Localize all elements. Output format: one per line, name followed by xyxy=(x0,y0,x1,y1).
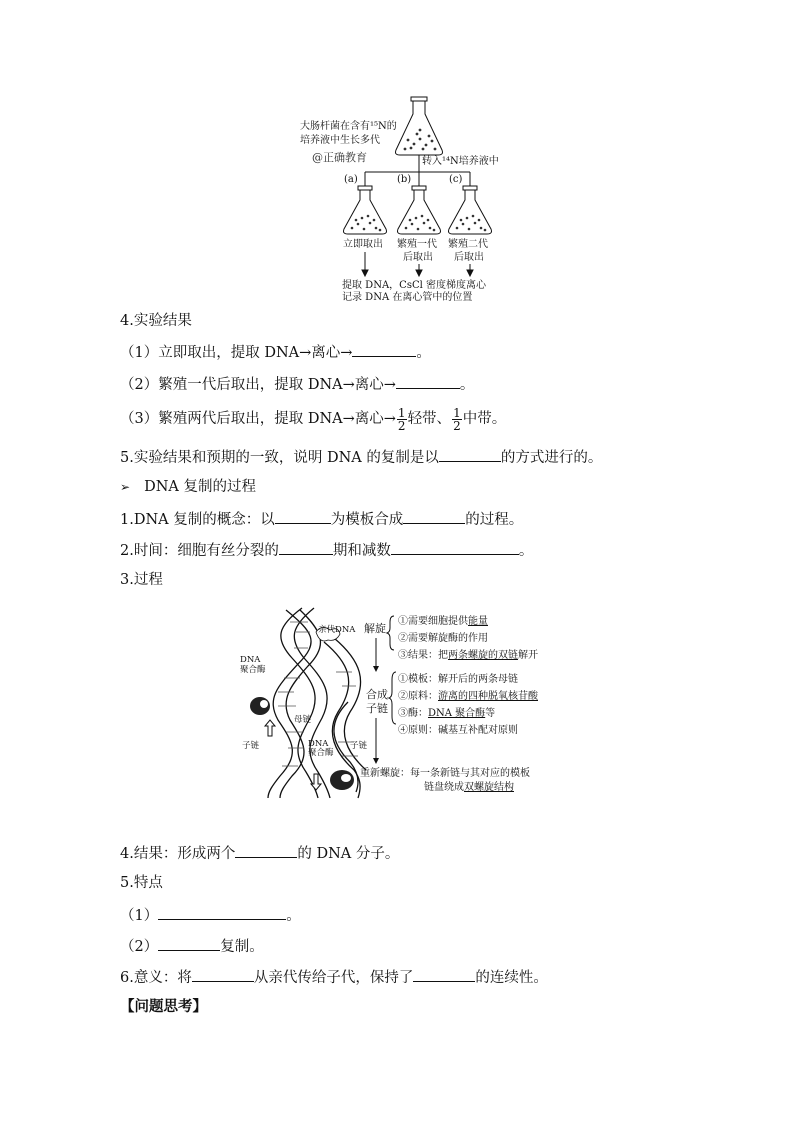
answer-blank[interactable] xyxy=(413,966,475,982)
dna-poly-label-4: 聚合酶 xyxy=(308,748,334,758)
unwind-2: ②需要解旋酶的作用 xyxy=(398,633,488,644)
synth-2: ②原料：游离的四种脱氧核苷酸 xyxy=(398,691,538,702)
up-arrow-icon xyxy=(265,720,275,736)
unwind-label: 解旋 xyxy=(364,622,386,635)
unwind-3: ③结果：把两条螺旋的双链解开 xyxy=(398,650,538,661)
dna-helix xyxy=(268,608,366,798)
flask-a-label: (a) xyxy=(344,174,358,185)
result-4 xyxy=(120,842,399,864)
synth-3: ③酶：DNA 聚合酶等 xyxy=(398,708,496,719)
result-1-end: 。 xyxy=(416,345,431,361)
item-2-end: 。 xyxy=(518,543,534,559)
flask-c-label: (c) xyxy=(449,174,463,185)
result-2-text: （2）繁殖一代后取出，提取 DNA→离心→ xyxy=(120,377,396,393)
answer-blank[interactable] xyxy=(403,508,465,524)
result-3-mid: 轻带、 xyxy=(407,411,452,427)
feature-2-end: 复制。 xyxy=(220,939,264,955)
answer-blank[interactable] xyxy=(158,904,286,920)
result-4-pre: 4.结果：形成两个 xyxy=(120,846,236,862)
dna-poly-label-2: 聚合酶 xyxy=(240,665,266,675)
item-1-mid: 为模板合成 xyxy=(330,512,404,528)
item-1 xyxy=(120,508,523,530)
feature-1-end: 。 xyxy=(286,908,301,924)
answer-blank[interactable] xyxy=(439,446,501,462)
result-3-end: 中带。 xyxy=(462,411,507,427)
section5-line xyxy=(120,446,602,468)
flask-c-caption2: 后取出 xyxy=(454,252,484,263)
fig1-transfer: 转入¹⁴N培养液中 xyxy=(422,156,499,167)
item-2-pre: 2.时间：细胞有丝分裂的 xyxy=(120,543,279,559)
section5-post: 的方式进行的。 xyxy=(500,450,603,466)
fig1-bottom1: 提取 DNA，CsCl 密度梯度离心 xyxy=(342,280,486,291)
fraction-half: $\frac{1}{2}$ xyxy=(397,405,406,433)
main-flask xyxy=(396,97,443,155)
result-3-text: （3）繁殖两代后取出，提取 DNA→离心→ xyxy=(120,411,396,427)
result-line-2 xyxy=(120,373,474,395)
synth-1: ①模板：解开后的两条母链 xyxy=(398,674,518,685)
answer-blank[interactable] xyxy=(192,966,254,982)
brace-1 xyxy=(387,616,394,650)
result-2-end: 。 xyxy=(459,377,475,393)
child-strand-label: 子链 xyxy=(242,741,260,751)
fig1-label-left: 大肠杆菌在含有¹⁵N的 xyxy=(300,121,397,132)
significance-end: 的连续性。 xyxy=(475,970,548,986)
flask-b-caption2: 后取出 xyxy=(403,252,433,263)
dna-poly-label-3: DNA xyxy=(308,739,329,749)
process-heading xyxy=(120,477,256,497)
flask-b-label: (b) xyxy=(397,174,412,185)
feature-1-label: （1） xyxy=(120,908,159,924)
rewind-1: 重新螺旋：每一条新链与其对应的模板 xyxy=(360,768,530,779)
item-2-mid: 期和减数 xyxy=(332,543,391,559)
brace-2 xyxy=(389,672,396,724)
feature-2 xyxy=(120,935,264,957)
answer-blank[interactable] xyxy=(158,935,220,951)
flask-c-caption1: 繁殖二代 xyxy=(448,239,488,250)
watermark: @正确教育 xyxy=(312,151,367,164)
synth-4: ④原则：碱基互补配对原则 xyxy=(398,725,518,736)
rewind-2: 链盘绕成双螺旋结构 xyxy=(424,782,514,793)
answer-blank[interactable] xyxy=(279,539,333,555)
unwind-1: ①需要细胞提供能量 xyxy=(398,616,488,627)
result-4-end: 的 DNA 分子。 xyxy=(297,846,400,862)
parent-dna-label: 亲代DNA xyxy=(318,625,356,635)
result-1-text: （1）立即取出，提取 DNA→离心→ xyxy=(120,345,353,361)
replication-figure xyxy=(238,602,558,800)
flask-a xyxy=(344,186,387,234)
synth-label-1: 合成 xyxy=(366,688,388,701)
section4-title: 4.实验结果 xyxy=(120,313,192,329)
answer-blank[interactable] xyxy=(275,508,331,524)
significance-mid: 从亲代传给子代，保持了 xyxy=(253,970,414,986)
result-line-1 xyxy=(120,341,431,363)
fig1-bottom2: 记录 DNA 在离心管中的位置 xyxy=(342,292,473,303)
question-heading: 【问题思考】 xyxy=(120,998,207,1015)
feature-2-label: （2） xyxy=(120,939,159,955)
answer-blank[interactable] xyxy=(235,842,297,858)
answer-blank[interactable] xyxy=(391,539,519,555)
flask-c xyxy=(449,186,492,234)
significance xyxy=(120,966,548,988)
significance-pre: 6.意义：将 xyxy=(120,970,192,986)
item-2 xyxy=(120,539,533,561)
synth-label-2: 子链 xyxy=(366,702,388,715)
down-arrow-icon xyxy=(311,774,321,790)
section5-pre: 5.实验结果和预期的一致，说明 DNA 的复制是以 xyxy=(120,450,439,466)
arrow-bullet-icon: ➢ xyxy=(120,480,131,494)
flask-b-caption1: 繁殖一代 xyxy=(397,239,437,250)
flask-a-caption: 立即取出 xyxy=(343,239,383,250)
answer-blank[interactable] xyxy=(396,373,460,389)
fig1-label-left2: 培养液中生长多代 xyxy=(300,135,380,146)
answer-blank[interactable] xyxy=(352,341,416,357)
item-1-pre: 1.DNA 复制的概念：以 xyxy=(120,512,275,528)
fraction-half: $\frac{1}{2}$ xyxy=(453,405,461,433)
features-title: 5.特点 xyxy=(120,875,163,891)
mother-strand-label: 母链 xyxy=(294,715,312,725)
experiment-figure xyxy=(290,92,520,304)
process-heading-text: DNA 复制的过程 xyxy=(144,479,256,495)
result-line-3 xyxy=(120,404,506,434)
dna-poly-label-1: DNA xyxy=(240,655,261,665)
flask-b xyxy=(398,186,441,234)
feature-1 xyxy=(120,904,301,926)
item-1-end: 的过程。 xyxy=(465,512,524,528)
child-strand-label-2: 子链 xyxy=(350,741,368,751)
item-3: 3.过程 xyxy=(120,572,163,588)
